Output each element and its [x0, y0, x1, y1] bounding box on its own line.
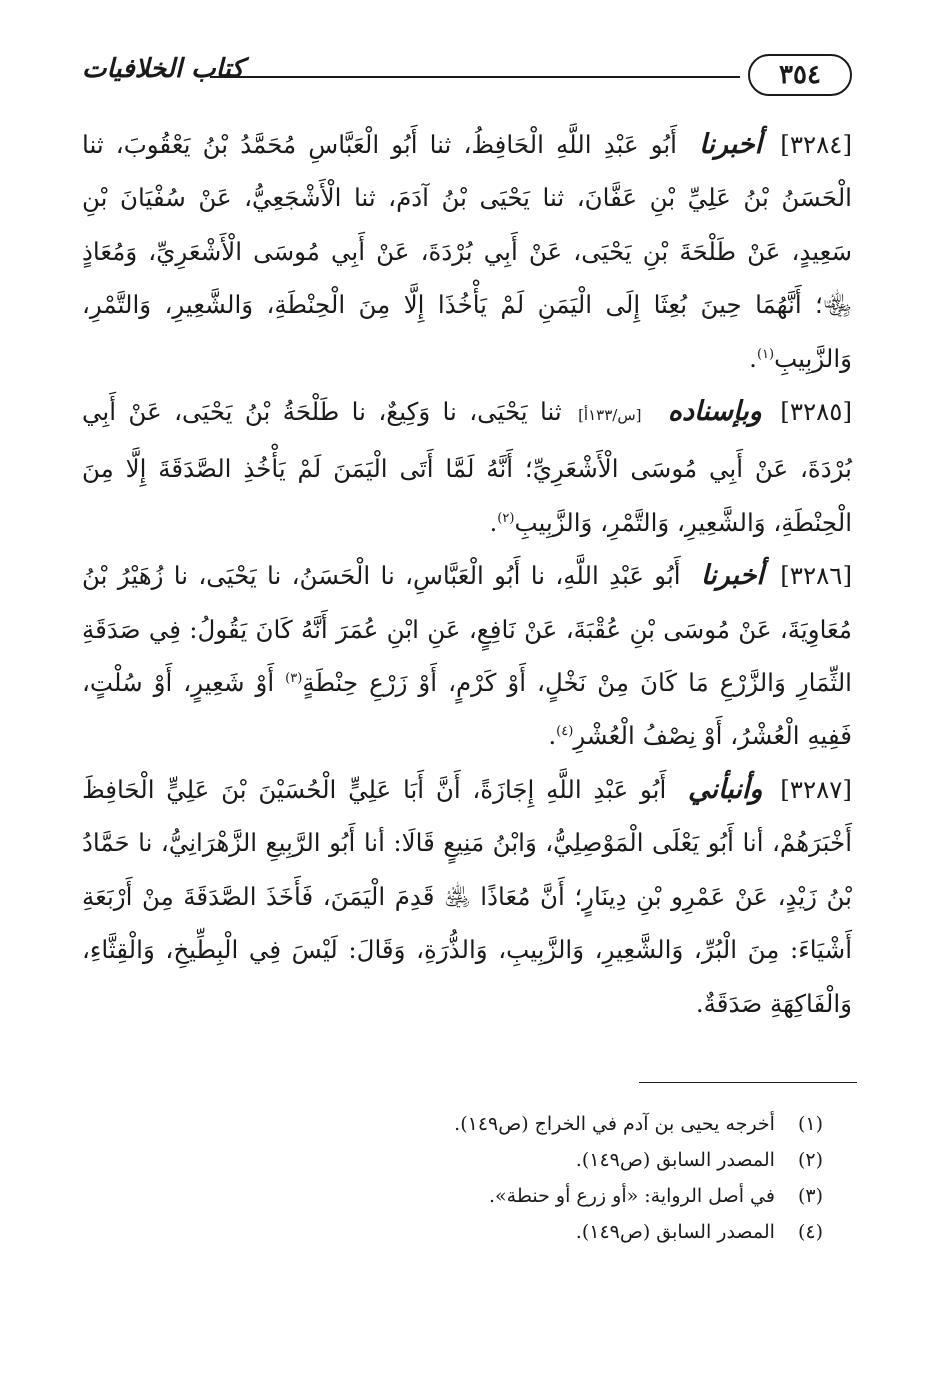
footnote-text: في أصل الرواية: «أو زرع أو حنطة». — [488, 1185, 775, 1207]
hadith-number: [٣٢٨٧] — [780, 774, 852, 804]
footnote-marker: (٣) — [285, 670, 303, 686]
footnote-separator — [639, 1082, 857, 1083]
footnote-text: المصدر السابق (ص١٤٩). — [575, 1221, 775, 1243]
footnote-marker: (٤) — [556, 724, 574, 740]
footnote-number: (٢) — [797, 1149, 823, 1171]
footnote-text: أخرجه يحيى بن آدم في الخراج (ص١٤٩). — [454, 1113, 775, 1135]
hadith-end: . — [548, 721, 557, 751]
hadith-end: . — [695, 988, 704, 1018]
hadith-paragraph — [82, 763, 852, 1030]
hadith-number: [٣٢٨٦] — [780, 561, 852, 591]
hadith-lead-word: وأنبأني — [688, 773, 763, 805]
page-header — [82, 50, 852, 106]
footnote-marker: (١) — [756, 346, 775, 362]
footnote-number: (١) — [797, 1113, 823, 1135]
hadith-lead-word: أخبرنا — [700, 560, 764, 592]
hadith-text: أَبُو عَبْدِ اللَّهِ الْحَافِظُ، ثنا أَبُو الْعَبَّاسِ مُحَمَّدُ بْنُ يَعْقُوبَ، ثنا الْحَسَنُ بْنُ عَلِيِّ بْنِ عَفَّانَ، ثنا يَحْيَى بْنُ آدَمَ، ثنا الْأَشْجَعِيُّ، عَنْ سُفْيَانَ بْنِ سَعِيدٍ، عَنْ طَلْحَةَ بْنِ يَحْيَى، عَنْ أَبِي بُرْدَةَ، عَنْ أَبِي مُوسَى الْأَشْعَرِيِّ، وَمُعَاذٍ ﵄؛ أَنَّهُمَا حِينَ بُعِثَا إِلَى الْيَمَنِ لَمْ يَأْخُذَا إِلَّا مِنَ الْحِنْطَةِ، وَالشَّعِيرِ، وَالتَّمْرِ، وَالزَّبِيبِ — [82, 130, 852, 373]
footnote-item — [123, 1142, 823, 1178]
header-rule — [210, 76, 740, 78]
footnotes — [123, 1106, 823, 1250]
footnote-number: (٣) — [797, 1185, 823, 1207]
hadith-paragraph — [82, 385, 852, 549]
book-title: كتاب الخلافيات — [82, 54, 244, 84]
hadith-paragraph — [82, 118, 852, 385]
hadith-text-continued: أَوْ شَعِيرٍ، أَوْ سُلْتٍ، فَفِيهِ الْعُشْرُ، أَوْ نِصْفُ الْعُشْرِ — [82, 668, 852, 751]
hadith-lead-word: أخبرنا — [699, 129, 763, 160]
hadith-paragraph — [82, 549, 852, 763]
hadith-text: ثنا يَحْيَى، نا وَكِيعٌ، نا طَلْحَةُ بْنُ يَحْيَى، عَنْ أَبِي بُرْدَةَ، عَنْ أَبِي مُوسَى الْأَشْعَرِيِّ؛ أَنَّهُ لَمَّا أَتَى الْيَمَنَ لَمْ يَأْخُذِ الصَّدَقَةَ إِلَّا مِنَ الْحِنْطَةِ، وَالشَّعِيرِ، وَالتَّمْرِ، وَالزَّبِيبِ — [82, 397, 852, 537]
main-text — [82, 118, 852, 1030]
hadith-lead-word: وبإسناده — [667, 396, 762, 428]
hadith-end: . — [749, 343, 757, 373]
hadith-text: أَبُو عَبْدِ اللَّهِ، نا أَبُو الْعَبَّاسِ، نا الْحَسَنُ، نا يَحْيَى، نا زُهَيْرُ بْنُ مُعَاوِيَةَ، عَنْ مُوسَى بْنِ عُقْبَةَ، عَنْ نَافِعٍ، عَنِ ابْنِ عُمَرَ أَنَّهُ كَانَ يَقُولُ: فِي صَدَقَةِ الثِّمَارِ وَالزَّرْعِ مَا كَانَ مِنْ نَخْلٍ، أَوْ كَرْمٍ، أَوْ زَرْعِ حِنْطَةٍ — [82, 561, 852, 698]
footnote-text: المصدر السابق (ص١٤٩). — [575, 1149, 775, 1171]
footnote-marker: (٢) — [497, 510, 515, 526]
footnote-item — [123, 1214, 823, 1250]
hadith-number: [٣٢٨٥] — [780, 397, 853, 427]
footnote-number: (٤) — [797, 1221, 823, 1243]
footnote-item — [123, 1178, 823, 1214]
hadith-number: [٣٢٨٤] — [780, 130, 853, 159]
manuscript-ref: [س/١٣٣أ] — [578, 406, 642, 425]
hadith-end: . — [489, 507, 498, 537]
hadith-text: أَبُو عَبْدِ اللَّهِ إِجَازَةً، أَنَّ أَبَا عَلِيٍّ الْحُسَيْنَ بْنَ عَلِيٍّ الْحَافِظَ أَخْبَرَهُمْ، أنا أَبُو يَعْلَى الْمَوْصِلِيُّ، وَابْنُ مَنِيعٍ قَالَا: أنا أَبُو الرَّبِيعِ الزَّهْرَانِيُّ، نا حَمَّادُ بْنُ زَيْدٍ، عَنْ عَمْرِو بْنِ دِينَارٍ؛ أَنَّ مُعَاذًا ﵁ قَدِمَ الْيَمَنَ، فَأَخَذَ الصَّدَقَةَ مِنْ أَرْبَعَةِ أَشْيَاءَ: مِنَ الْبُرِّ، وَالشَّعِيرِ، وَالزَّبِيبِ، وَالذُّرَةِ، وَقَالَ: لَيْسَ فِي الْبِطِّيخِ، وَالْقِثَّاءِ، وَالْفَاكِهَةِ صَدَقَةٌ — [82, 774, 852, 1018]
page-number: ٣٥٤ — [748, 54, 852, 96]
footnote-item — [123, 1106, 823, 1142]
